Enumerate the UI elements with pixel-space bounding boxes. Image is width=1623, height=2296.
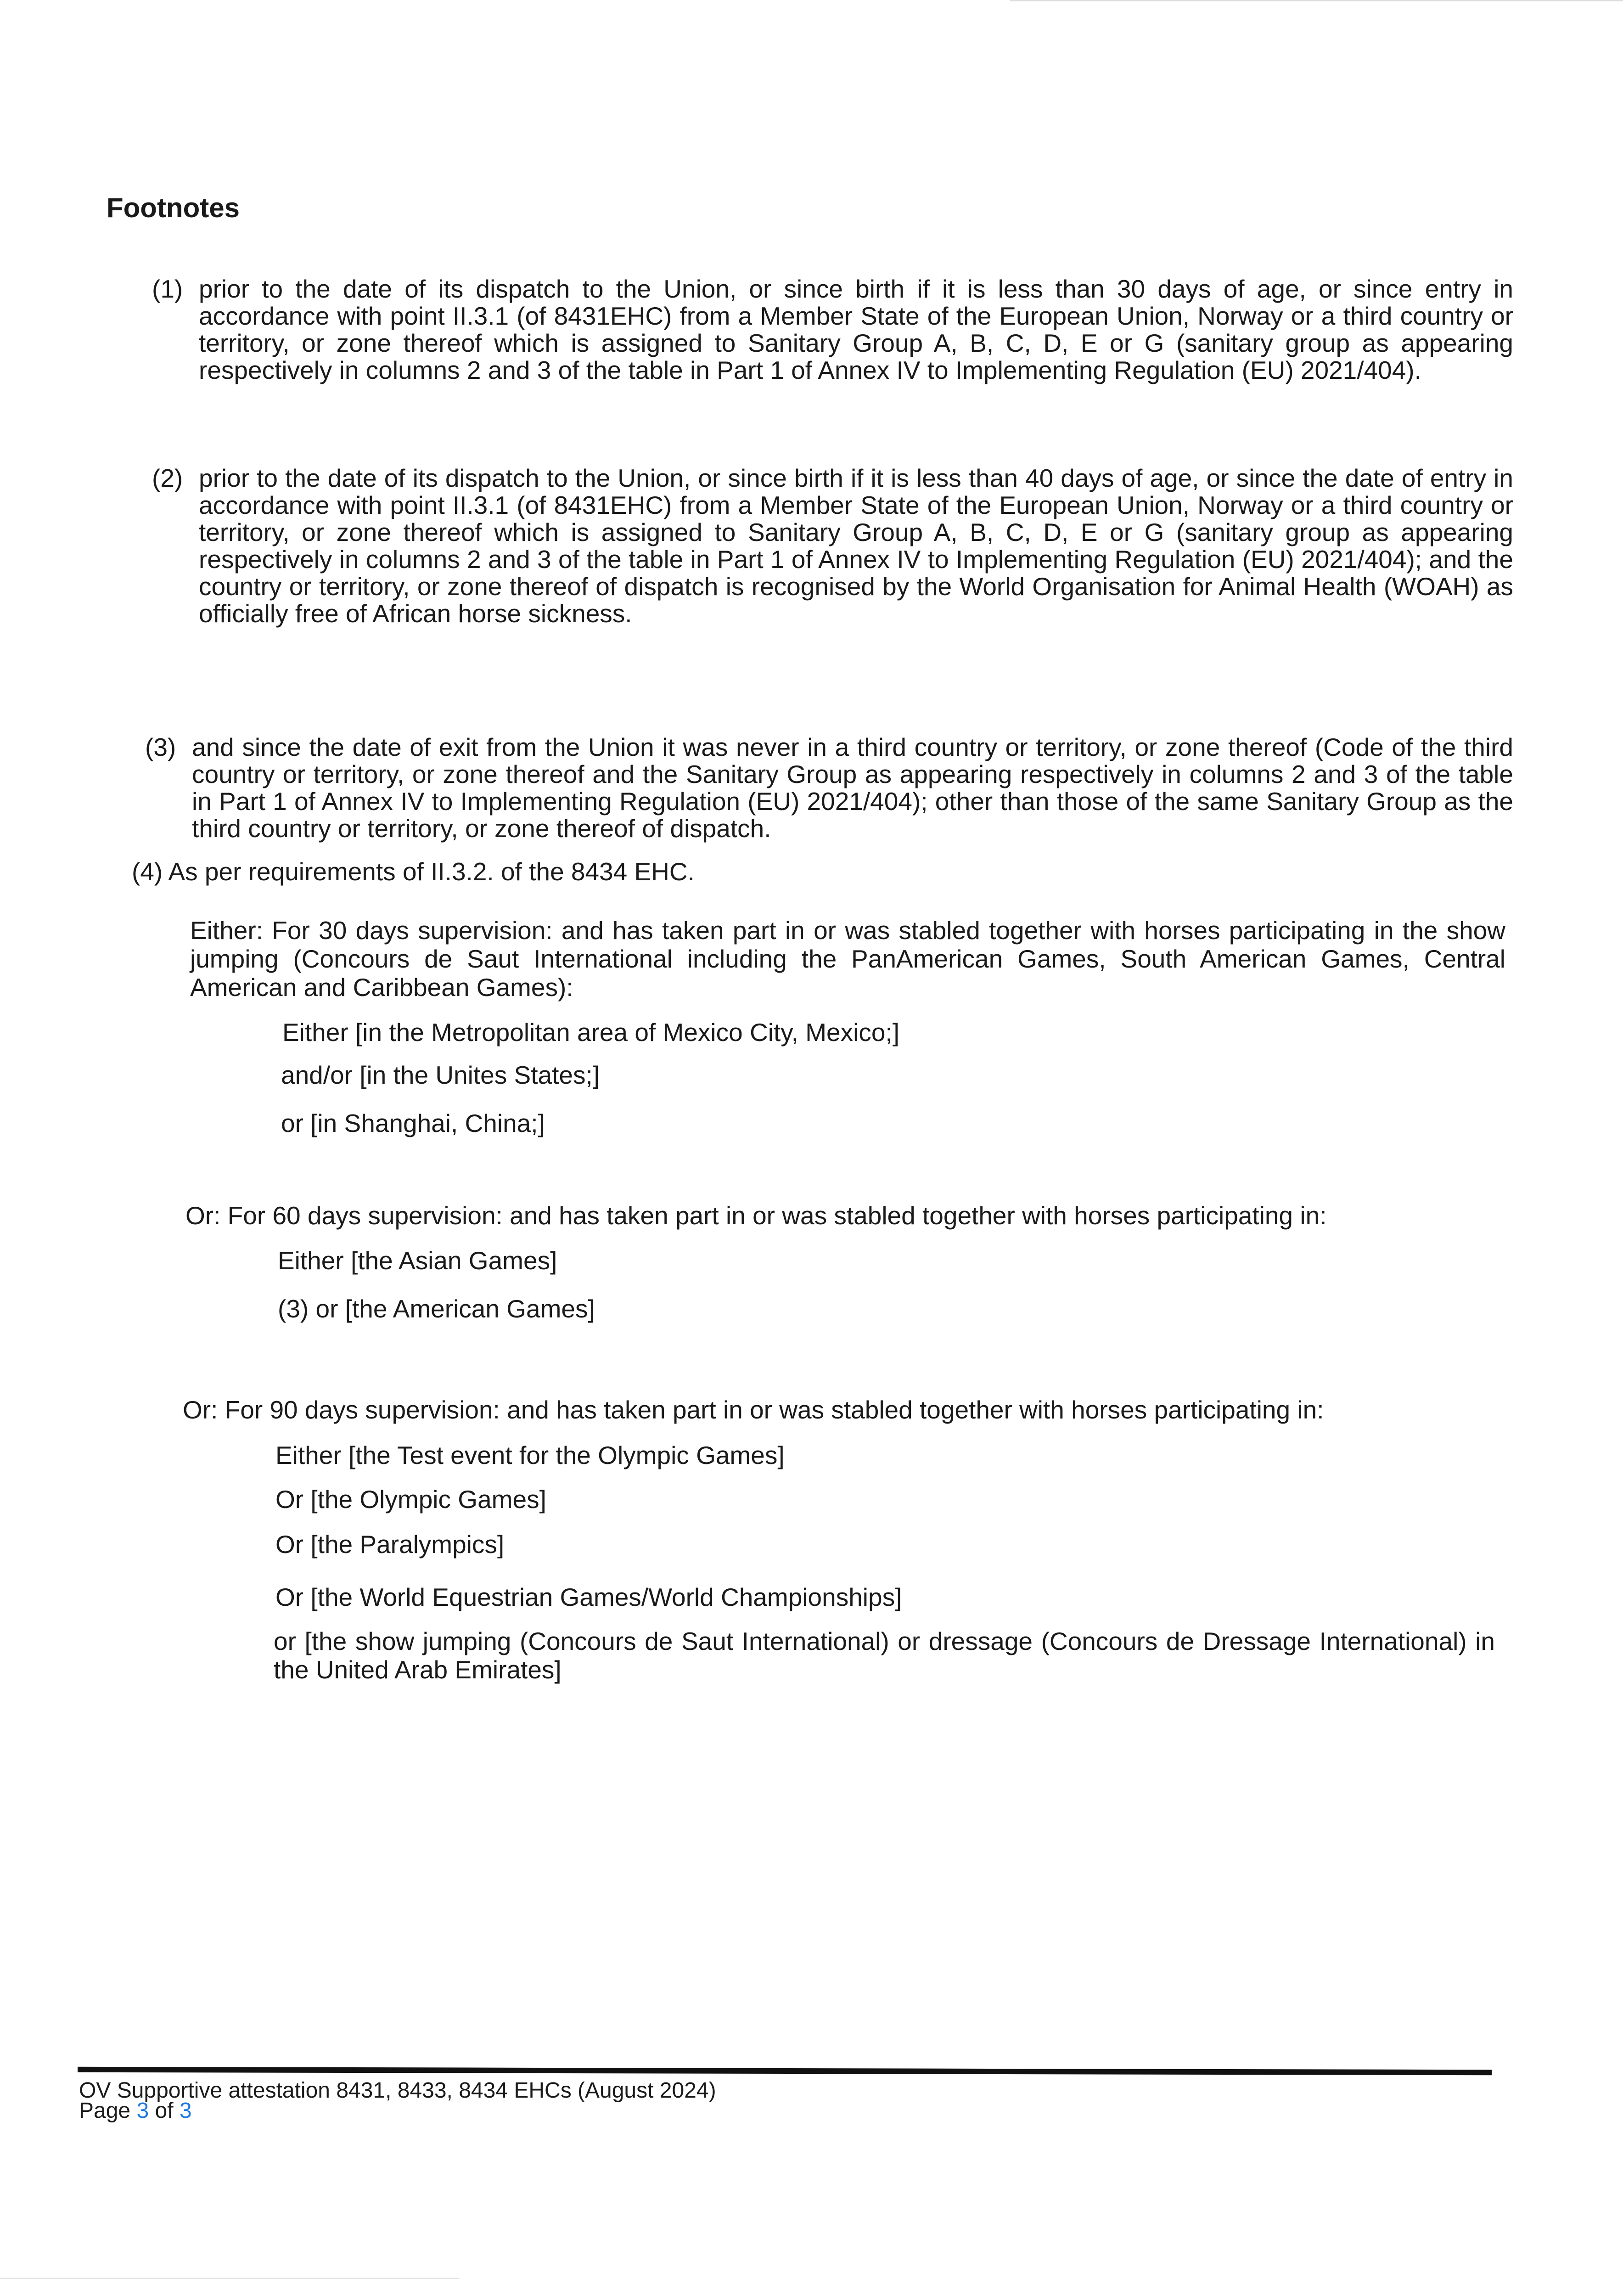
footnote-2 [152, 465, 1513, 627]
footer-divider [78, 2067, 1492, 2075]
option-60-days: Or: For 60 days supervision: and has taken part in or was stabled together with horses participating in: [185, 1201, 1327, 1230]
footnote-text: and since the date of exit from the Union it was never in a third country or territory, or zone thereof (Code of the third country or territory, or zone thereof and the Sanitary Group as appearing respectively in columns 2 and 3 of the table in Part 1 of Annex IV to Implementing Regulation (EU) 2021/404); other than those of the same Sanitary Group as the third country or territory, or zone thereof of dispatch. [192, 733, 1513, 843]
scan-edge [0, 2278, 459, 2279]
footnote-number: (1) [152, 275, 183, 303]
footnote-text: prior to the date of its dispatch to the Union, or since birth if it is less than 30 days of age, or since entry in accordance with point II.3.1 (of 8431EHC) from a Member State of the European Union, Norway or a third country or territory, or zone thereof which is assigned to Sanitary Group A, B, C, D, E or G (sanitary group as appearing respectively in columns 2 and 3 of the table in Part 1 of Annex IV to Implementing Regulation (EU) 2021/404). [199, 275, 1513, 384]
footnotes-heading: Footnotes [107, 192, 240, 223]
option-item: Or [the Paralympics] [275, 1530, 505, 1559]
page-number [79, 2100, 192, 2122]
option-90-days: Or: For 90 days supervision: and has taken part in or was stabled together with horses participating in: [183, 1396, 1324, 1424]
page-current: 3 [136, 2099, 149, 2123]
footnote-text: prior to the date of its dispatch to the Union, or since birth if it is less than 40 days of age, or since the date of entry in accordance with point II.3.1 (of 8431EHC) from a Member State of the European Union, Norway or a third country or territory, or zone thereof which is assigned to Sanitary Group A, B, C, D, E or G (sanitary group as appearing respectively in columns 2 and 3 of the table in Part 1 of Annex IV to Implementing Regulation (EU) 2021/404); and the country or territory, or zone thereof of dispatch is recognised by the World Organisation for Animal Health (WOAH) as officially free of African horse sickness. [199, 464, 1513, 628]
footnote-number: (3) [145, 733, 176, 761]
footnote-3 [145, 734, 1513, 842]
footnote-number: (2) [152, 464, 183, 492]
option-item: or [in Shanghai, China;] [281, 1109, 545, 1137]
footnote-1 [152, 276, 1513, 384]
page-of: of [155, 2099, 174, 2123]
scan-edge [1010, 0, 1623, 1]
option-item-last: or [the show jumping (Concours de Saut International) or dressage (Concours de Dressage International) in the United Arab Emirates] [274, 1627, 1495, 1684]
page-label: Page [79, 2099, 131, 2123]
option-item: Or [the Olympic Games] [275, 1485, 546, 1514]
option-item: Either [the Test event for the Olympic Games] [275, 1441, 785, 1469]
footnote-4-intro: (4) As per requirements of II.3.2. of the 8434 EHC. [132, 857, 695, 886]
footer-title: OV Supportive attestation 8431, 8433, 8434 EHCs (August 2024) [79, 2078, 716, 2103]
option-item: Either [the Asian Games] [278, 1246, 557, 1275]
page-total: 3 [179, 2099, 192, 2123]
option-item: (3) or [the American Games] [278, 1294, 595, 1323]
option-item: Or [the World Equestrian Games/World Championships] [275, 1583, 902, 1611]
option-30-days: Either: For 30 days supervision: and has taken part in or was stabled together with horses participating in the show jumping (Concours de Saut International including the PanAmerican Games, South American Games, Central American and Caribbean Games): [190, 916, 1505, 1002]
option-item: and/or [in the Unites States;] [281, 1061, 600, 1089]
option-item: Either [in the Metropolitan area of Mexico City, Mexico;] [282, 1018, 899, 1047]
